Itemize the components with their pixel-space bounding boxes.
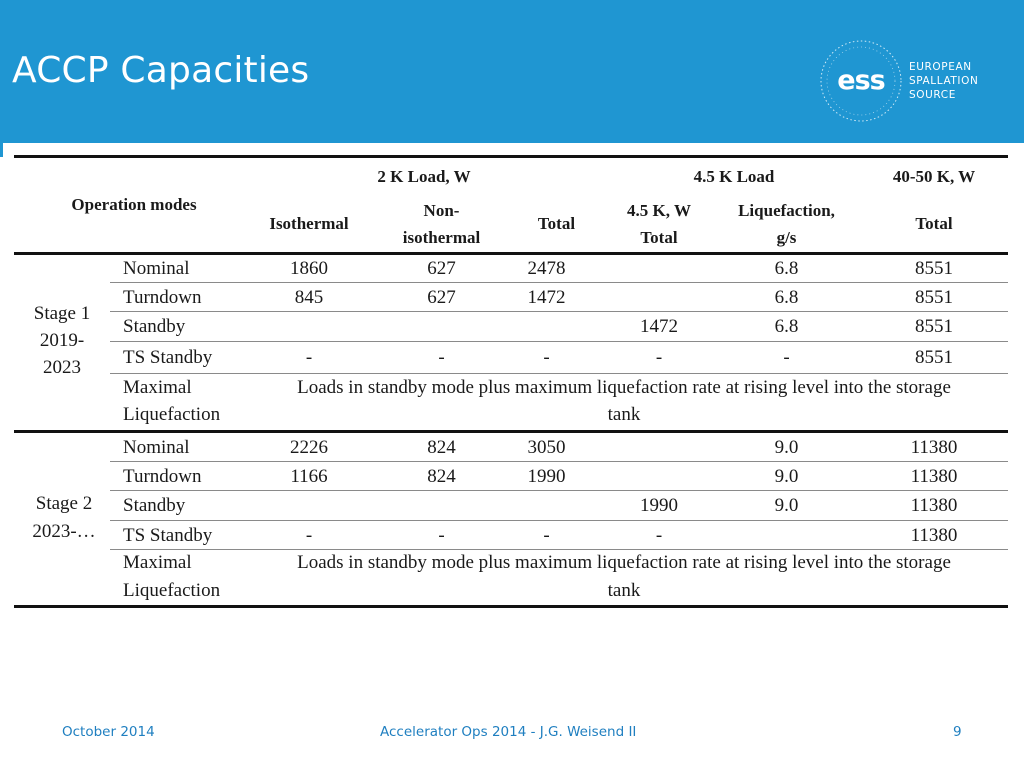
cell-total-45k: 1990	[640, 495, 678, 516]
note-line2: tank	[607, 579, 641, 601]
stage1-label-line1: Stage 1	[33, 303, 91, 324]
note-line1: Loads in standby mode plus maximum liquefaction rate at rising level into the storage	[297, 377, 951, 398]
ess-logo-icon	[818, 38, 904, 124]
ess-logo	[818, 38, 1008, 128]
header-total-45k-1: 4.5 K, W	[627, 200, 691, 220]
cell-liquefaction: 6.8	[774, 316, 799, 337]
cell-total-2k: -	[543, 347, 550, 368]
header-liquefaction-2: g/s	[776, 227, 797, 247]
cell-total-2k: 2478	[527, 257, 566, 279]
header-total-45k-2: Total	[640, 227, 678, 247]
logo-line-1: EUROPEAN	[909, 61, 972, 73]
cell-non-isothermal: 627	[427, 286, 456, 308]
logo-line-3: SOURCE	[909, 89, 956, 101]
stage1-label-line3: 2023	[43, 357, 81, 378]
row-mode: Nominal	[123, 436, 190, 458]
cell-total-2k: 1990	[527, 465, 566, 487]
header-total-4050k: Total	[915, 213, 953, 233]
cell-total-2k: -	[543, 524, 550, 546]
header-non-isothermal-1: Non-	[423, 200, 460, 220]
note-line1: Loads in standby mode plus maximum liquefaction rate at rising level into the storage	[297, 551, 951, 573]
cell-total-45k: -	[655, 524, 663, 546]
header-liquefaction-1: Liquefaction,	[738, 200, 835, 220]
cell-total-4050k: 11380	[910, 465, 958, 487]
note-line2: tank	[607, 404, 641, 425]
cell-total-45k	[609, 433, 709, 461]
stage1-label-line2: 2019-	[39, 330, 85, 351]
footer-presentation: Accelerator Ops 2014 - J.G. Weisend II	[380, 724, 637, 740]
row-mode: TS Standby	[123, 347, 213, 368]
cell-total-4050k: 11380	[910, 436, 958, 458]
ess-logo-mark-text: ess	[837, 65, 885, 96]
cell-isothermal: -	[305, 347, 313, 368]
table-bottom-rule	[14, 605, 1008, 608]
cell-total-4050k: 11380	[910, 495, 958, 516]
header-total-2k: Total	[537, 213, 576, 233]
cell-isothermal	[254, 491, 364, 520]
cell-non-isothermal	[384, 491, 499, 520]
cell-total-2k	[504, 312, 589, 341]
slide-title: ACCP Capacities	[12, 50, 310, 91]
capacities-table	[14, 155, 1008, 610]
cell-total-2k: 1472	[527, 286, 566, 308]
row-mode: Nominal	[123, 257, 190, 279]
cell-total-2k	[504, 491, 589, 520]
cell-total-4050k: 8551	[915, 347, 953, 368]
row-mode-line1: Maximal	[123, 377, 192, 398]
cell-liquefaction: 9.0	[774, 495, 799, 516]
row-mode: Standby	[123, 495, 186, 516]
cell-non-isothermal	[384, 312, 499, 341]
cell-non-isothermal: -	[438, 524, 445, 546]
logo-line-2: SPALLATION	[909, 75, 979, 87]
cell-total-45k	[609, 283, 709, 311]
cell-liquefaction: 6.8	[774, 257, 799, 279]
cell-non-isothermal: 824	[427, 436, 456, 458]
cell-non-isothermal: 824	[427, 465, 456, 487]
cell-liquefaction: 9.0	[774, 436, 799, 458]
stage2-label-line1: Stage 2	[35, 493, 93, 514]
cell-isothermal: 2226	[290, 436, 328, 458]
row-mode-line2: Liquefaction	[123, 579, 221, 601]
cell-total-2k: 3050	[527, 436, 566, 458]
cell-isothermal: 1860	[290, 257, 328, 279]
header-4050k: 40-50 K, W	[892, 166, 976, 186]
header-operation-modes: Operation modes	[71, 194, 197, 214]
header-2k-load: 2 K Load, W	[377, 166, 471, 186]
footer-page-number: 9	[953, 724, 962, 740]
footer-date: October 2014	[62, 724, 155, 740]
stage2-label-line2: 2023-…	[32, 521, 96, 542]
row-mode: Turndown	[123, 286, 202, 308]
cell-isothermal: -	[305, 524, 313, 546]
cell-total-45k: -	[655, 347, 663, 368]
cell-isothermal	[254, 312, 364, 341]
cell-liquefaction	[744, 521, 829, 549]
cell-isothermal: 845	[294, 286, 324, 308]
cell-total-45k	[609, 254, 709, 282]
row-mode-line2: Liquefaction	[123, 404, 221, 425]
row-mode: TS Standby	[123, 524, 213, 546]
header-45k-load: 4.5 K Load	[693, 166, 775, 186]
row-mode-line1: Maximal	[123, 551, 192, 573]
cell-total-4050k: 8551	[915, 316, 953, 337]
header-non-isothermal-2: isothermal	[402, 227, 481, 247]
table-top-rule	[14, 155, 1008, 158]
cell-liquefaction: 6.8	[774, 286, 799, 308]
row-mode: Turndown	[123, 465, 202, 487]
cell-total-45k	[609, 462, 709, 490]
cell-total-4050k: 11380	[910, 524, 958, 546]
cell-total-45k: 1472	[640, 316, 678, 337]
banner-notch	[0, 143, 3, 157]
cell-liquefaction: 9.0	[774, 465, 799, 487]
cell-total-4050k: 8551	[915, 286, 953, 308]
cell-liquefaction: -	[783, 347, 790, 368]
cell-non-isothermal: -	[438, 347, 445, 368]
ess-logo-text	[909, 60, 978, 102]
cell-total-4050k: 8551	[915, 257, 953, 279]
row-mode: Standby	[123, 316, 186, 337]
cell-non-isothermal: 627	[427, 257, 456, 279]
header-isothermal: Isothermal	[269, 213, 349, 233]
cell-isothermal: 1166	[290, 465, 328, 487]
